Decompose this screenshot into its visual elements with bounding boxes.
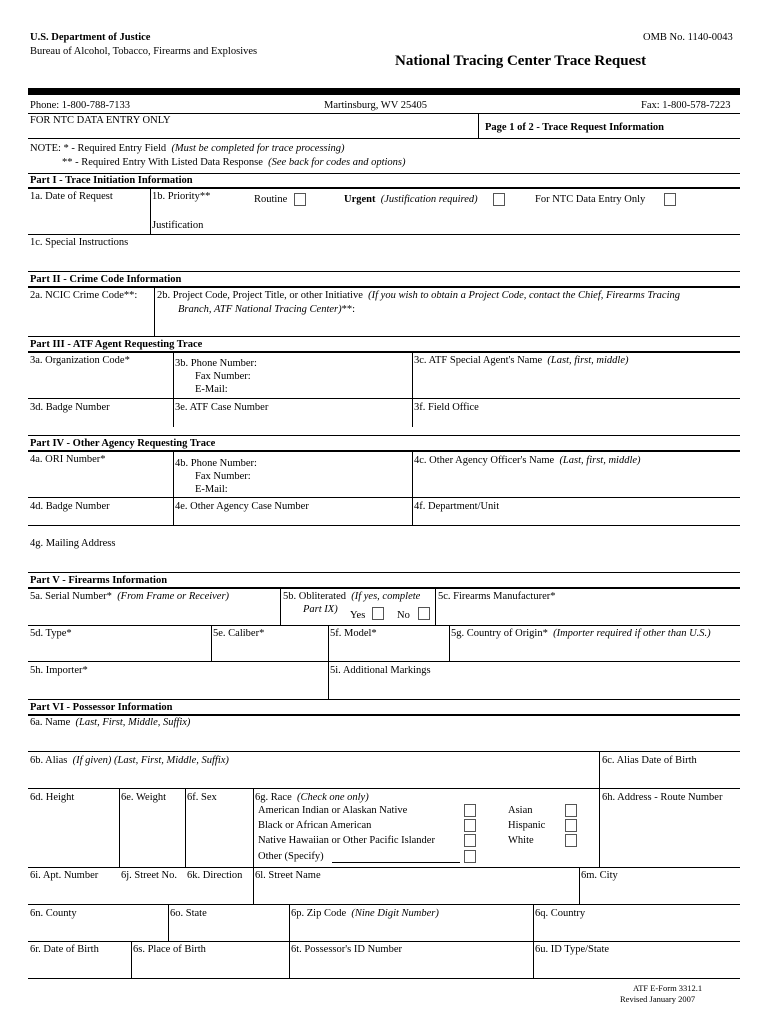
note-line-2: [62, 157, 405, 168]
zip-code-label: [291, 908, 439, 919]
race-option-black: Black or African American: [258, 820, 372, 831]
revision-date: Revised January 2007: [620, 994, 696, 1004]
divider: [28, 941, 740, 942]
race-option-asian: Asian: [508, 805, 533, 816]
divider: [131, 941, 132, 978]
note-line-1: [30, 143, 345, 154]
organization-code-label: 3a. Organization Code*: [30, 355, 130, 366]
urgent-note: (Justification required): [380, 194, 478, 205]
project-code-suffix: **:: [341, 304, 356, 315]
project-code-note-1: (If you wish to obtain a Project Code, contact the Chief, Firearms Tracing: [368, 290, 680, 301]
ntc-only-label: For NTC Data Entry Only: [535, 194, 646, 205]
city-label: 6m. City: [581, 870, 618, 881]
page-info: Page 1 of 2 - Trace Request Information: [485, 122, 664, 133]
divider: [28, 398, 740, 399]
project-code-label-2: [178, 304, 355, 315]
race-black-checkbox[interactable]: [464, 819, 476, 832]
obliterated-text: 5b. Obliterated: [283, 591, 346, 602]
divider: [28, 234, 740, 235]
divider: [211, 625, 212, 661]
omb-number: OMB No. 1140-0043: [643, 32, 733, 43]
divider: [412, 450, 413, 525]
officer-phone-label: 4b. Phone Number:: [175, 458, 257, 469]
department-unit-label: 4f. Department/Unit: [414, 501, 500, 512]
divider: [478, 113, 479, 138]
divider: [28, 867, 740, 868]
obliterated-label: [283, 591, 420, 602]
section-rule: [28, 336, 740, 337]
agent-badge-label: 3d. Badge Number: [30, 402, 110, 413]
urgent-checkbox[interactable]: [493, 193, 505, 206]
divider: [28, 788, 740, 789]
yes-label: Yes: [350, 610, 366, 621]
project-code-note-2: Branch, ATF National Tracing Center): [178, 304, 342, 315]
section-rule: [28, 187, 740, 189]
race-note: (Check one only): [297, 792, 369, 803]
note-1-text: NOTE: * - Required Entry Field: [30, 143, 167, 154]
officer-name-note: (Last, first, middle): [559, 455, 641, 466]
caliber-label: 5e. Caliber*: [213, 628, 265, 639]
field-office-label: 3f. Field Office: [414, 402, 479, 413]
divider: [28, 138, 740, 139]
divider: [150, 187, 151, 234]
serial-number-text: 5a. Serial Number*: [30, 591, 112, 602]
routine-checkbox[interactable]: [294, 193, 306, 206]
possessor-name-text: 6a. Name: [30, 717, 71, 728]
firearm-type-label: 5d. Type*: [30, 628, 72, 639]
justification-label: Justification: [152, 220, 204, 231]
agent-name-text: 3c. ATF Special Agent's Name: [414, 355, 543, 366]
section-rule: [28, 699, 740, 700]
divider: [28, 525, 740, 526]
place-of-birth-label: 6s. Place of Birth: [133, 944, 206, 955]
part1-title: Part I - Trace Initiation Information: [30, 175, 193, 186]
divider: [412, 351, 413, 427]
divider: [28, 661, 740, 662]
race-hispanic-checkbox[interactable]: [565, 819, 577, 832]
race-text: 6g. Race: [255, 792, 292, 803]
fax-number: Fax: 1-800-578-7223: [641, 100, 731, 111]
divider: [328, 625, 329, 699]
agent-fax-label: Fax Number:: [195, 371, 251, 382]
country-of-origin-note: (Importer required if other than U.S.): [553, 628, 711, 639]
divider: [28, 625, 740, 626]
section-rule: [28, 572, 740, 573]
routine-label: Routine: [254, 194, 288, 205]
obliterated-note-2: Part IX): [303, 604, 338, 615]
divider: [280, 587, 281, 625]
race-asian-checkbox[interactable]: [565, 804, 577, 817]
race-option-other: Other (Specify): [258, 851, 324, 862]
section-rule: [28, 587, 740, 589]
agent-phone-label: 3b. Phone Number:: [175, 358, 257, 369]
divider: [253, 788, 254, 904]
note-2-italic: (See back for codes and options): [268, 157, 406, 168]
race-option-white: White: [508, 835, 534, 846]
serial-number-label: [30, 591, 229, 602]
street-number-label: 6j. Street No.: [121, 870, 177, 881]
date-of-request-label: 1a. Date of Request: [30, 191, 113, 202]
part5-title: Part V - Firearms Information: [30, 575, 168, 586]
ntc-entry-label: FOR NTC DATA ENTRY ONLY: [30, 115, 171, 126]
note-2-text: ** - Required Entry With Listed Data Response: [62, 157, 263, 168]
possessor-id-label: 6t. Possessor's ID Number: [291, 944, 402, 955]
atf-case-label: 3e. ATF Case Number: [175, 402, 269, 413]
zip-code-text: 6p. Zip Code: [291, 908, 347, 919]
street-name-label: 6l. Street Name: [255, 870, 321, 881]
race-white-checkbox[interactable]: [565, 834, 577, 847]
alias-text: 6b. Alias: [30, 755, 68, 766]
obliterated-yes-checkbox[interactable]: [372, 607, 384, 620]
date-of-birth-label: 6r. Date of Birth: [30, 944, 99, 955]
department-name: U.S. Department of Justice: [30, 32, 151, 43]
id-type-label: 6u. ID Type/State: [535, 944, 610, 955]
alias-note: (If given) (Last, First, Middle, Suffix): [72, 755, 229, 766]
model-label: 5f. Model*: [330, 628, 377, 639]
divider: [119, 788, 120, 867]
obliterated-no-checkbox[interactable]: [418, 607, 430, 620]
agent-email-label: E-Mail:: [195, 384, 228, 395]
county-label: 6n. County: [30, 908, 77, 919]
weight-label: 6e. Weight: [121, 792, 167, 803]
address-route-label: 6h. Address - Route Number: [602, 792, 723, 803]
part2-title: Part II - Crime Code Information: [30, 274, 182, 285]
officer-badge-label: 4d. Badge Number: [30, 501, 110, 512]
ori-number-label: 4a. ORI Number*: [30, 454, 106, 465]
alias-label: [30, 755, 229, 766]
no-label: No: [397, 610, 410, 621]
other-specify-line: [332, 862, 460, 863]
location: Martinsburg, WV 25405: [324, 100, 427, 111]
possessor-name-note: (Last, First, Middle, Suffix): [75, 717, 191, 728]
bureau-name: Bureau of Alcohol, Tobacco, Firearms and Explosives: [30, 46, 258, 57]
alias-dob-label: 6c. Alias Date of Birth: [602, 755, 697, 766]
height-label: 6d. Height: [30, 792, 75, 803]
agent-name-note: (Last, first, middle): [547, 355, 629, 366]
form-title: National Tracing Center Trace Request: [395, 53, 647, 69]
divider: [185, 788, 186, 867]
section-rule: [28, 714, 740, 716]
project-code-text: 2b. Project Code, Project Title, or other Initiative: [157, 290, 363, 301]
country-of-origin-label: [451, 628, 711, 639]
urgent-text: Urgent: [344, 194, 376, 205]
apt-number-label: 6i. Apt. Number: [30, 870, 99, 881]
serial-number-note: (From Frame or Receiver): [117, 591, 230, 602]
divider: [28, 113, 740, 114]
divider: [28, 904, 740, 905]
agency-case-label: 4e. Other Agency Case Number: [175, 501, 309, 512]
section-rule: [28, 435, 740, 436]
priority-label: 1b. Priority**: [152, 191, 211, 202]
race-label: [255, 792, 369, 803]
divider: [599, 751, 600, 867]
additional-markings-label: 5i. Additional Markings: [330, 665, 431, 676]
section-rule: [28, 450, 740, 452]
phone-number: Phone: 1-800-788-7133: [30, 100, 131, 111]
divider: [28, 497, 740, 498]
part4-title: Part IV - Other Agency Requesting Trace: [30, 438, 216, 449]
officer-email-label: E-Mail:: [195, 484, 228, 495]
officer-name-text: 4c. Other Agency Officer's Name: [414, 455, 555, 466]
divider: [579, 867, 580, 904]
officer-fax-label: Fax Number:: [195, 471, 251, 482]
form-number: ATF E-Form 3312.1: [633, 983, 703, 993]
possessor-name-label: [30, 717, 190, 728]
race-option-american-indian: American Indian or Alaskan Native: [258, 805, 408, 816]
divider: [154, 286, 155, 336]
divider: [173, 450, 174, 525]
header-rule: [28, 88, 740, 95]
agent-name-label: [414, 355, 629, 366]
part6-title: Part VI - Possessor Information: [30, 702, 173, 713]
divider: [168, 904, 169, 941]
note-1-italic: (Must be completed for trace processing): [171, 143, 345, 154]
country-of-origin-text: 5g. Country of Origin*: [451, 628, 548, 639]
race-other-checkbox[interactable]: [464, 850, 476, 863]
section-rule: [28, 286, 740, 288]
direction-label: 6k. Direction: [187, 870, 243, 881]
race-option-native-hawaiian: Native Hawaiian or Other Pacific Islander: [258, 835, 435, 846]
mailing-address-label: 4g. Mailing Address: [30, 538, 116, 549]
project-code-label: [157, 290, 680, 301]
race-native-hawaiian-checkbox[interactable]: [464, 834, 476, 847]
obliterated-note-1: (If yes, complete: [351, 591, 421, 602]
manufacturer-label: 5c. Firearms Manufacturer*: [438, 591, 556, 602]
ntc-only-checkbox[interactable]: [664, 193, 676, 206]
special-instructions-label: 1c. Special Instructions: [30, 237, 129, 248]
country-label: 6q. Country: [535, 908, 586, 919]
divider: [173, 351, 174, 427]
divider: [28, 751, 740, 752]
divider: [449, 625, 450, 661]
officer-name-label: [414, 455, 641, 466]
divider: [28, 978, 740, 979]
ncic-crime-code-label: 2a. NCIC Crime Code**:: [30, 290, 138, 301]
importer-label: 5h. Importer*: [30, 665, 88, 676]
race-option-hispanic: Hispanic: [508, 820, 546, 831]
race-american-indian-checkbox[interactable]: [464, 804, 476, 817]
section-rule: [28, 173, 740, 174]
urgent-label: [344, 194, 478, 205]
divider: [435, 587, 436, 625]
sex-label: 6f. Sex: [187, 792, 217, 803]
zip-code-note: (Nine Digit Number): [351, 908, 439, 919]
state-label: 6o. State: [170, 908, 207, 919]
section-rule: [28, 271, 740, 272]
section-rule: [28, 351, 740, 353]
part3-title: Part III - ATF Agent Requesting Trace: [30, 339, 203, 350]
